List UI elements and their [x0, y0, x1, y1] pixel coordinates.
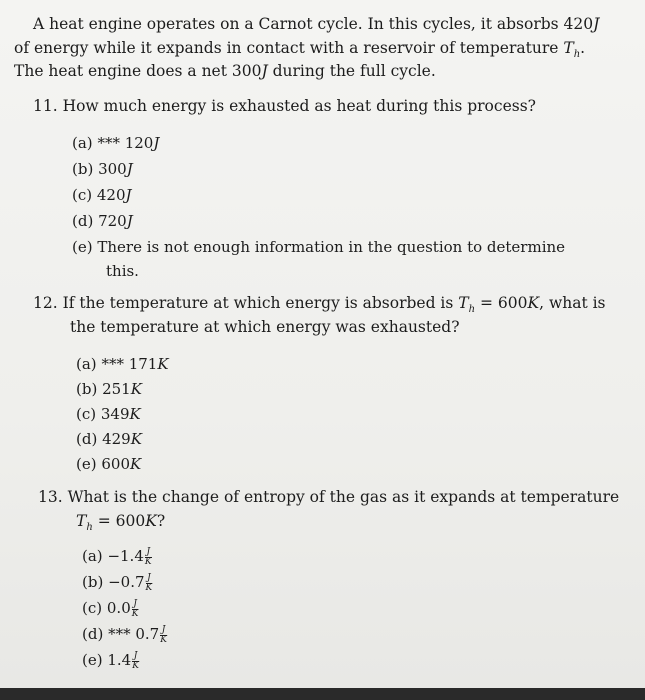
q13-option-c: (c) 0.0 $\frac{J}{K}$	[82, 598, 139, 619]
question-11-prompt: 11. How much energy is exhausted as heat during this process?	[33, 97, 536, 115]
photo-bottom-edge	[0, 688, 645, 700]
q11-option-b: (b) 300J	[72, 160, 133, 178]
q13-option-b: (b) −0.7 $\frac{J}{K}$	[82, 572, 153, 593]
q11-option-e: (e) There is not enough information in the question to determine	[72, 238, 566, 256]
q13-option-e: (e) 1.4 $\frac{J}{K}$	[82, 650, 139, 671]
j-per-k-fraction: $\frac{J}{K}$	[131, 598, 139, 619]
q12-option-b: (b) 251K	[76, 380, 142, 398]
intro-line-3: The heat engine does a net 300J during the full cycle.	[14, 62, 436, 80]
j-per-k-fraction: $\frac{J}{K}$	[160, 624, 167, 645]
q13-option-d: (d) *** 0.7 $\frac{J}{K}$	[82, 624, 167, 645]
q11-option-e-continued: this.	[106, 262, 139, 280]
j-per-k-fraction: $\frac{J}{K}$	[144, 546, 152, 567]
intro-line-1: A heat engine operates on a Carnot cycle. In this cycles, it absorbs 420J	[33, 15, 600, 33]
question-12-prompt-line-2: the temperature at which energy was exhausted?	[70, 318, 460, 336]
q12-option-a: (a) *** 171K	[76, 355, 169, 373]
intro-line-2: of energy while it expands in contact with a reservoir of temperature $T_h$.	[14, 39, 586, 61]
q12-option-e: (e) 600K	[76, 455, 142, 473]
question-12-prompt-line-1: 12. If the temperature at which energy is absorbed is $T_h = 600K$, what is	[33, 294, 606, 316]
q11-option-d: (d) 720J	[72, 212, 133, 230]
q12-option-c: (c) 349K	[76, 405, 141, 423]
j-per-k-fraction: $\frac{J}{K}$	[132, 650, 139, 671]
q11-option-a: (a) *** 120J	[72, 134, 160, 152]
q13-option-a: (a) −1.4 $\frac{J}{K}$	[82, 546, 152, 567]
question-13-prompt-line-2: $T_h = 600K$?	[76, 512, 166, 534]
q12-option-d: (d) 429K	[76, 430, 142, 448]
j-per-k-fraction: $\frac{J}{K}$	[145, 572, 153, 593]
q11-option-c: (c) 420J	[72, 186, 132, 204]
question-13-prompt-line-1: 13. What is the change of entropy of the gas as it expands at temperature	[38, 488, 620, 506]
